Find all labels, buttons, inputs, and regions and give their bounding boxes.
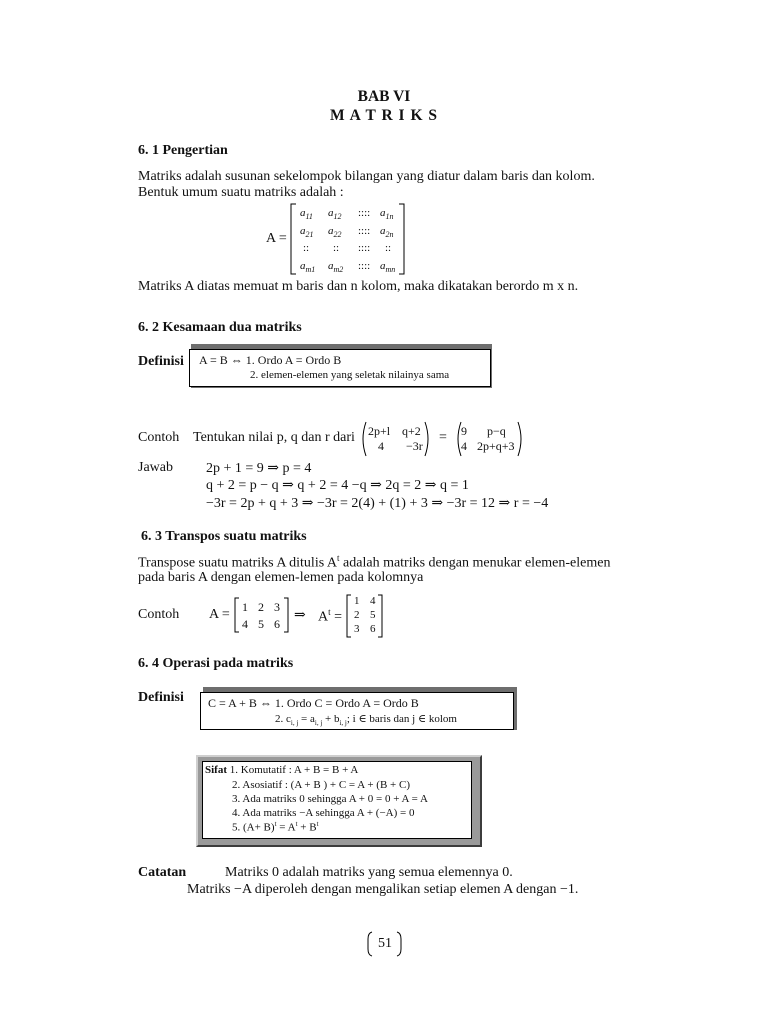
matrix-lhs: A = xyxy=(266,231,287,246)
property-5: 5. $(A+ B)^t = A^t + B^t$ xyxy=(232,820,319,834)
page-title: M A T R I K S xyxy=(329,107,439,124)
answer-label: Jawab xyxy=(138,460,173,475)
paragraph-transpose: Transpose suatu matriks A ditulis $A^t$ adalah matriks dengan menukar elemen-elemen xyxy=(138,553,611,571)
matrix-a-lhs: A = xyxy=(209,607,230,622)
matrix-row: :: :: :::: :: xyxy=(303,242,392,254)
right-brace xyxy=(396,931,402,957)
left-bracket xyxy=(346,594,352,638)
property-2: 2. Asosiatif : (A + B ) + C = A + (B + C) xyxy=(232,779,411,791)
note-line-2: Matriks −A diperoleh dengan mengalikan setiap elemen A dengan −1. xyxy=(187,882,579,897)
left-brace xyxy=(367,931,373,957)
definition-line-2: 2. elemen-elemen yang seletak nilainya sama xyxy=(250,369,450,381)
right-paren xyxy=(516,421,524,457)
property-3: 3. Ada matriks 0 sehingga A + 0 = 0 + A = A xyxy=(232,793,428,805)
left-bracket xyxy=(234,597,240,633)
section-heading-pengertian: 6. 1 Pengertian xyxy=(138,143,228,158)
definition-line-2: 2. $c_{i, j} = a_{i, j} + b_{i, j}$; i ∈ baris dan j ∈ kolom xyxy=(275,713,457,728)
left-bracket xyxy=(290,203,298,275)
paragraph-general-form: Bentuk umum suatu matriks adalah : xyxy=(138,185,344,200)
matrix-row: $a_{m1}$ $a_{m2}$ :::: $a_{mn}$ xyxy=(300,260,396,275)
equals-sign: = xyxy=(439,430,447,445)
matrix-row: $a_{21}$ $a_{22}$ :::: $a_{2n}$ xyxy=(300,225,394,240)
paragraph-definition: Matriks adalah susunan sekelompok bilangan yang diatur dalam baris dan kolom. xyxy=(138,169,595,184)
example-text: Tentukan nilai p, q dan r dari xyxy=(193,430,355,445)
property-1: Sifat 1. Komutatif : A + B = B + A xyxy=(205,764,359,776)
section-heading-operasi: 6. 4 Operasi pada matriks xyxy=(138,656,294,671)
right-bracket xyxy=(283,597,289,633)
answer-line-1: 2p + 1 = 9 ⇒ p = 4 xyxy=(206,461,312,476)
note-line-1: Matriks 0 adalah matriks yang semua elemennya 0. xyxy=(225,865,513,880)
example-label: Contoh xyxy=(138,430,180,445)
paragraph-order: Matriks A diatas memuat m baris dan n kolom, maka dikatakan berordo m x n. xyxy=(138,279,579,294)
box-frame xyxy=(189,349,491,387)
right-bracket xyxy=(377,594,383,638)
chapter-label: BAB VI xyxy=(357,88,411,105)
left-paren xyxy=(360,421,368,457)
right-paren xyxy=(423,421,431,457)
property-4: 4. Ada matriks −A sehingga A + (−A) = 0 xyxy=(232,807,415,819)
section-heading-transpos: 6. 3 Transpos suatu matriks xyxy=(141,529,307,544)
definition-label: Definisi xyxy=(138,354,184,369)
matrix-at-lhs: $A^t$ = xyxy=(318,607,343,625)
definition-line-1: A = B ⇔ 1. Ordo A = Ordo B xyxy=(199,353,342,367)
answer-line-2: q + 2 = p − q ⇒ q + 2 = 4 −q ⇒ 2q = 2 ⇒ q = 1 xyxy=(206,478,469,493)
definition-line-1: C = A + B ⇔ 1. Ordo C = Ordo A = Ordo B xyxy=(208,696,419,710)
implies-arrow: ⇒ xyxy=(294,608,306,623)
matrix-row: $a_{11}$ $a_{12}$ :::: $a_{1n}$ xyxy=(300,207,394,222)
answer-line-3: −3r = 2p + q + 3 ⇒ −3r = 2(4) + (1) + 3 ⇒ −3r = 12 ⇒ r = −4 xyxy=(206,496,549,511)
notes-label: Catatan xyxy=(138,865,187,880)
paragraph-transpose-2: pada baris A dengan elemen-lemen pada kolomnya xyxy=(138,570,424,585)
example-label: Contoh xyxy=(138,607,180,622)
definition-label: Definisi xyxy=(138,690,184,705)
properties-panel xyxy=(202,761,472,839)
page-number: 51 xyxy=(378,936,392,951)
section-heading-kesamaan: 6. 2 Kesamaan dua matriks xyxy=(138,320,302,335)
box-frame xyxy=(200,692,514,730)
